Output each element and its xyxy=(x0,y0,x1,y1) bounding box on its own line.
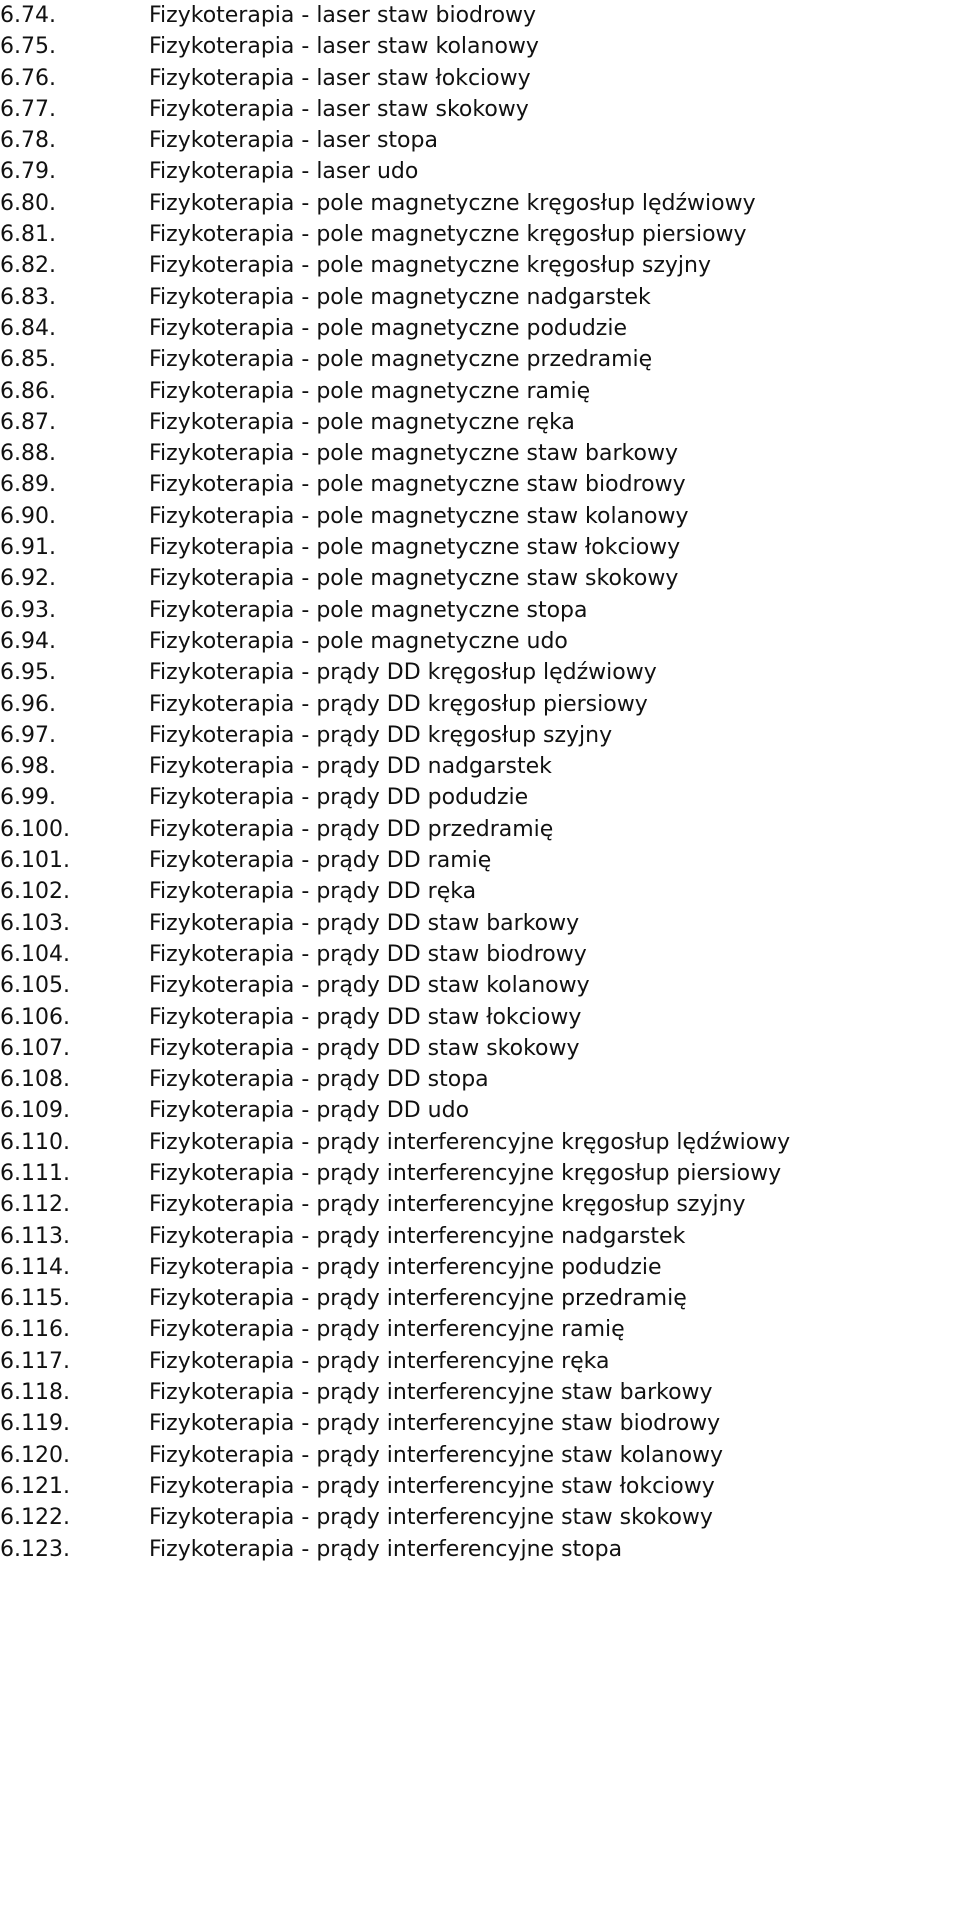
item-number: 6.78. xyxy=(0,128,56,154)
item-text: Fizykoterapia - prądy DD ramię xyxy=(149,848,492,874)
list-item xyxy=(0,939,960,970)
item-text: Fizykoterapia - prądy interferencyjne ramię xyxy=(149,1317,625,1343)
item-text: Fizykoterapia - prądy interferencyjne staw biodrowy xyxy=(149,1411,721,1437)
list-item xyxy=(0,1377,960,1408)
item-text: Fizykoterapia - prądy DD staw kolanowy xyxy=(149,973,590,999)
item-number: 6.110. xyxy=(0,1129,70,1155)
list-item xyxy=(0,94,960,125)
list-item xyxy=(0,156,960,187)
item-number: 6.90. xyxy=(0,503,56,529)
item-text: Fizykoterapia - prądy interferencyjne staw skokowy xyxy=(149,1505,713,1531)
item-number: 6.120. xyxy=(0,1442,70,1468)
item-text: Fizykoterapia - laser stopa xyxy=(149,128,438,154)
list-item xyxy=(0,188,960,219)
item-text: Fizykoterapia - prądy DD podudzie xyxy=(149,785,529,811)
item-text: Fizykoterapia - prądy interferencyjne podudzie xyxy=(149,1254,662,1280)
item-text: Fizykoterapia - prądy interferencyjne stopa xyxy=(149,1536,623,1562)
item-text: Fizykoterapia - prądy interferencyjne nadgarstek xyxy=(149,1223,686,1249)
item-text: Fizykoterapia - pole magnetyczne staw kolanowy xyxy=(149,503,689,529)
list-item xyxy=(0,1534,960,1565)
item-number: 6.117. xyxy=(0,1348,70,1374)
item-number: 6.107. xyxy=(0,1035,70,1061)
list-item xyxy=(0,595,960,626)
item-text: Fizykoterapia - prądy DD stopa xyxy=(149,1067,489,1093)
item-number: 6.118. xyxy=(0,1380,70,1406)
item-number: 6.83. xyxy=(0,284,56,310)
item-text: Fizykoterapia - pole magnetyczne ramię xyxy=(149,378,591,404)
item-number: 6.119. xyxy=(0,1411,70,1437)
item-number: 6.85. xyxy=(0,347,56,373)
item-number: 6.111. xyxy=(0,1160,70,1186)
list-item xyxy=(0,563,960,594)
item-text: Fizykoterapia - prądy DD przedramię xyxy=(149,816,554,842)
list-item xyxy=(0,1158,960,1189)
item-number: 6.106. xyxy=(0,1004,70,1030)
list-item xyxy=(0,219,960,250)
item-number: 6.75. xyxy=(0,34,56,60)
item-text: Fizykoterapia - pole magnetyczne kręgosłup piersiowy xyxy=(149,222,747,248)
item-number: 6.109. xyxy=(0,1098,70,1124)
item-number: 6.91. xyxy=(0,535,56,561)
item-number: 6.122. xyxy=(0,1505,70,1531)
list-item xyxy=(0,657,960,688)
item-number: 6.100. xyxy=(0,816,70,842)
item-text: Fizykoterapia - pole magnetyczne stopa xyxy=(149,597,588,623)
item-number: 6.98. xyxy=(0,754,56,780)
item-number: 6.84. xyxy=(0,315,56,341)
list-item xyxy=(0,1033,960,1064)
item-text: Fizykoterapia - prądy interferencyjne staw łokciowy xyxy=(149,1473,715,1499)
item-number: 6.101. xyxy=(0,848,70,874)
item-number: 6.79. xyxy=(0,159,56,185)
item-text: Fizykoterapia - pole magnetyczne staw skokowy xyxy=(149,566,679,592)
item-text: Fizykoterapia - pole magnetyczne ręka xyxy=(149,409,575,435)
item-number: 6.74. xyxy=(0,3,56,28)
item-number: 6.86. xyxy=(0,378,56,404)
item-text: Fizykoterapia - pole magnetyczne przedramię xyxy=(149,347,653,373)
list-item xyxy=(0,1440,960,1471)
item-number: 6.121. xyxy=(0,1473,70,1499)
list-item xyxy=(0,751,960,782)
item-text: Fizykoterapia - laser staw kolanowy xyxy=(149,34,539,60)
item-text: Fizykoterapia - laser staw skokowy xyxy=(149,96,529,122)
item-number: 6.92. xyxy=(0,566,56,592)
list-item xyxy=(0,344,960,375)
item-number: 6.89. xyxy=(0,472,56,498)
item-number: 6.116. xyxy=(0,1317,70,1343)
item-number: 6.99. xyxy=(0,785,56,811)
item-number: 6.104. xyxy=(0,941,70,967)
list-item xyxy=(0,1408,960,1439)
list-item xyxy=(0,1095,960,1126)
item-number: 6.77. xyxy=(0,96,56,122)
item-text: Fizykoterapia - prądy DD kręgosłup lędźwiowy xyxy=(149,660,657,686)
item-text: Fizykoterapia - prądy DD kręgosłup piersiowy xyxy=(149,691,648,717)
list-item xyxy=(0,1283,960,1314)
item-number: 6.95. xyxy=(0,660,56,686)
item-number: 6.103. xyxy=(0,910,70,936)
list-item xyxy=(0,376,960,407)
list-item xyxy=(0,1314,960,1345)
item-text: Fizykoterapia - prądy DD kręgosłup szyjny xyxy=(149,722,613,748)
item-text: Fizykoterapia - prądy DD staw biodrowy xyxy=(149,941,587,967)
item-text: Fizykoterapia - prądy interferencyjne kręgosłup lędźwiowy xyxy=(149,1129,791,1155)
item-text: Fizykoterapia - pole magnetyczne staw łokciowy xyxy=(149,535,681,561)
item-number: 6.114. xyxy=(0,1254,70,1280)
item-text: Fizykoterapia - pole magnetyczne staw barkowy xyxy=(149,441,678,467)
item-text: Fizykoterapia - prądy DD udo xyxy=(149,1098,470,1124)
list-item xyxy=(0,782,960,813)
item-text: Fizykoterapia - prądy interferencyjne staw barkowy xyxy=(149,1380,713,1406)
item-number: 6.94. xyxy=(0,628,56,654)
list-item xyxy=(0,689,960,720)
list-item xyxy=(0,532,960,563)
item-text: Fizykoterapia - prądy interferencyjne staw kolanowy xyxy=(149,1442,724,1468)
item-text: Fizykoterapia - prądy interferencyjne ręka xyxy=(149,1348,610,1374)
list-item xyxy=(0,1502,960,1533)
list-item xyxy=(0,876,960,907)
item-text: Fizykoterapia - laser staw biodrowy xyxy=(149,3,537,28)
list-item xyxy=(0,1002,960,1033)
item-text: Fizykoterapia - prądy DD ręka xyxy=(149,879,477,905)
item-number: 6.80. xyxy=(0,190,56,216)
item-text: Fizykoterapia - pole magnetyczne podudzie xyxy=(149,315,627,341)
list-item xyxy=(0,0,960,31)
list-item xyxy=(0,250,960,281)
item-text: Fizykoterapia - prądy interferencyjne kręgosłup piersiowy xyxy=(149,1160,782,1186)
item-text: Fizykoterapia - pole magnetyczne staw biodrowy xyxy=(149,472,686,498)
list-item xyxy=(0,814,960,845)
item-text: Fizykoterapia - prądy DD nadgarstek xyxy=(149,754,552,780)
item-text: Fizykoterapia - pole magnetyczne udo xyxy=(149,628,568,654)
item-number: 6.112. xyxy=(0,1192,70,1218)
list-item xyxy=(0,1064,960,1095)
list-item xyxy=(0,282,960,313)
item-text: Fizykoterapia - prądy DD staw łokciowy xyxy=(149,1004,582,1030)
item-number: 6.97. xyxy=(0,722,56,748)
item-number: 6.115. xyxy=(0,1286,70,1312)
item-number: 6.96. xyxy=(0,691,56,717)
item-text: Fizykoterapia - laser staw łokciowy xyxy=(149,65,531,91)
list-item xyxy=(0,845,960,876)
list-item xyxy=(0,1471,960,1502)
item-number: 6.113. xyxy=(0,1223,70,1249)
item-text: Fizykoterapia - pole magnetyczne kręgosłup szyjny xyxy=(149,253,711,279)
item-text: Fizykoterapia - prądy DD staw skokowy xyxy=(149,1035,580,1061)
item-number: 6.81. xyxy=(0,222,56,248)
item-text: Fizykoterapia - laser udo xyxy=(149,159,419,185)
item-number: 6.123. xyxy=(0,1536,70,1562)
item-number: 6.87. xyxy=(0,409,56,435)
item-text: Fizykoterapia - prądy DD staw barkowy xyxy=(149,910,580,936)
list-item xyxy=(0,1221,960,1252)
list-item xyxy=(0,1346,960,1377)
list-item xyxy=(0,469,960,500)
list-item xyxy=(0,1189,960,1220)
list-item xyxy=(0,970,960,1001)
list-item xyxy=(0,438,960,469)
item-number: 6.76. xyxy=(0,65,56,91)
item-text: Fizykoterapia - pole magnetyczne nadgarstek xyxy=(149,284,651,310)
list-item xyxy=(0,31,960,62)
item-number: 6.105. xyxy=(0,973,70,999)
item-number: 6.102. xyxy=(0,879,70,905)
item-number: 6.88. xyxy=(0,441,56,467)
item-text: Fizykoterapia - prądy interferencyjne kręgosłup szyjny xyxy=(149,1192,746,1218)
item-text: Fizykoterapia - pole magnetyczne kręgosłup lędźwiowy xyxy=(149,190,756,216)
list-item xyxy=(0,501,960,532)
list-item xyxy=(0,720,960,751)
item-number: 6.108. xyxy=(0,1067,70,1093)
list-item xyxy=(0,125,960,156)
list-item xyxy=(0,407,960,438)
list-item xyxy=(0,908,960,939)
item-text: Fizykoterapia - prądy interferencyjne przedramię xyxy=(149,1286,687,1312)
list-item xyxy=(0,313,960,344)
item-number: 6.93. xyxy=(0,597,56,623)
list-item xyxy=(0,1127,960,1158)
list-item xyxy=(0,63,960,94)
item-number: 6.82. xyxy=(0,253,56,279)
list-item xyxy=(0,626,960,657)
list-item xyxy=(0,1252,960,1283)
